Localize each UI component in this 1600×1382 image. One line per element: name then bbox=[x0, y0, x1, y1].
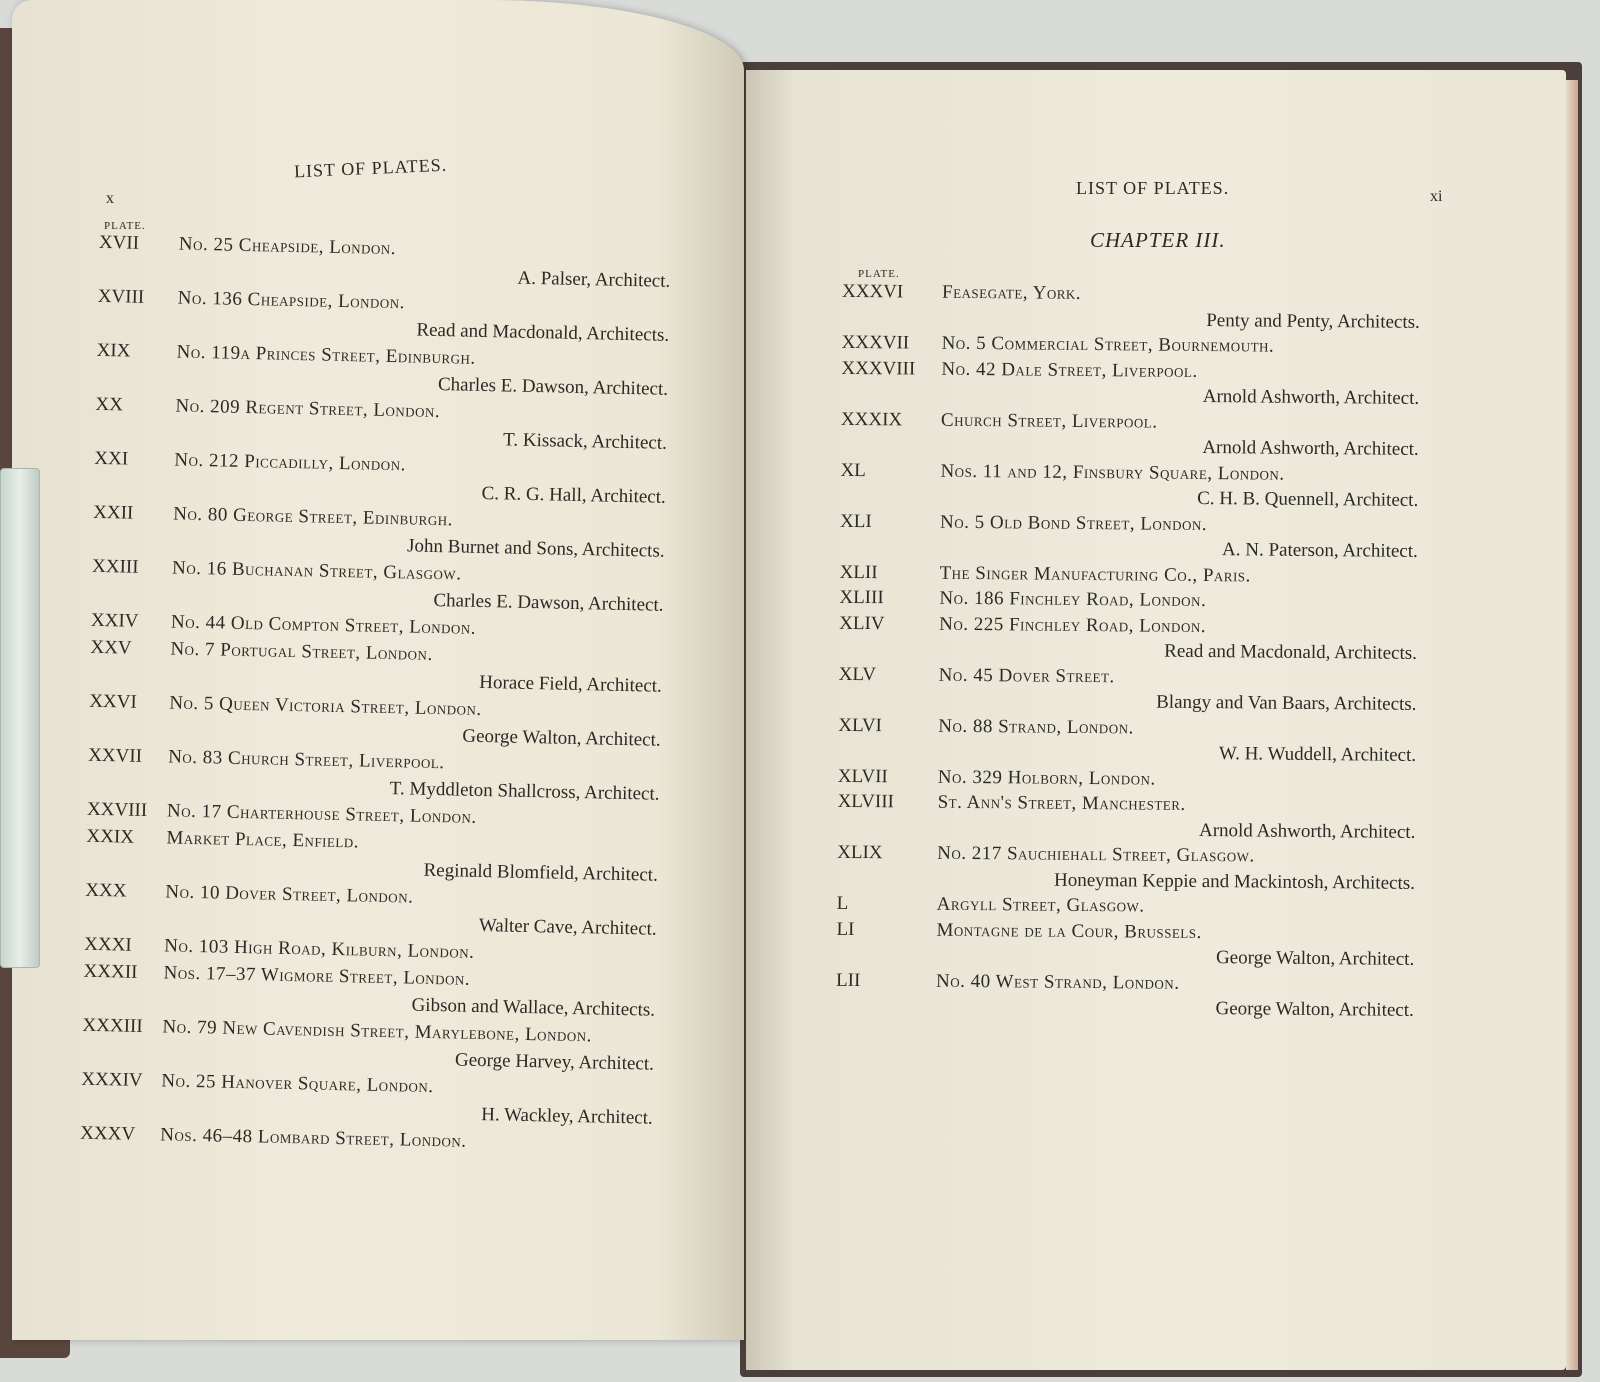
plate-title: No. 45 Dover Street. bbox=[938, 664, 1115, 687]
plate-title: No. 5 Old Bond Street, London. bbox=[939, 511, 1208, 535]
architect-credit: Penty and Penty, Architects. bbox=[1206, 309, 1420, 333]
architect-credit: Arnold Ashworth, Architect. bbox=[1202, 436, 1419, 460]
architect-credit: Charles E. Dawson, Architect. bbox=[433, 589, 664, 616]
plate-title: Feasegate, York. bbox=[941, 281, 1082, 304]
plate-number: XXXII bbox=[83, 960, 138, 983]
plate-title: No. 5 Commercial Street, Bournemouth. bbox=[941, 332, 1275, 357]
page-number: xi bbox=[1430, 188, 1443, 205]
plate-number: XXX bbox=[85, 879, 127, 902]
architect-credit: Reginald Blomfield, Architect. bbox=[423, 859, 659, 886]
right-page bbox=[746, 70, 1566, 1370]
plate-number: XLVII bbox=[837, 765, 888, 787]
plate-column-label: PLATE. bbox=[104, 220, 146, 232]
architect-credit: Gibson and Wallace, Architects. bbox=[411, 994, 656, 1021]
plate-title: No. 136 Cheapside, London. bbox=[177, 287, 406, 314]
plate-number: XXXVII bbox=[841, 331, 910, 354]
plate-title: No. 212 Piccadilly, London. bbox=[174, 449, 407, 476]
plate-number: XXIV bbox=[90, 609, 139, 632]
plate-title: Argyll Street, Glasgow. bbox=[936, 893, 1145, 917]
plate-number: L bbox=[836, 892, 849, 914]
plate-title: No. 42 Dale Street, Liverpool. bbox=[941, 358, 1198, 382]
left-page bbox=[12, 0, 744, 1340]
architect-credit: Arnold Ashworth, Architect. bbox=[1202, 385, 1420, 409]
glass-weight bbox=[0, 468, 40, 968]
plate-title: No. 10 Dover Street, London. bbox=[165, 881, 414, 908]
architect-credit: George Walton, Architect. bbox=[1215, 998, 1414, 1021]
architect-credit: Arnold Ashworth, Architect. bbox=[1198, 819, 1416, 843]
plate-title: Market Place, Enfield. bbox=[166, 827, 360, 853]
plate-number: XXV bbox=[90, 636, 132, 659]
running-head: LIST OF PLATES. bbox=[293, 154, 448, 182]
plate-number: XLVIII bbox=[837, 790, 895, 813]
running-head: LIST OF PLATES. bbox=[1076, 178, 1230, 198]
plate-number: XXII bbox=[93, 501, 134, 524]
plate-title: The Singer Manufacturing Co., Paris. bbox=[939, 562, 1251, 586]
plate-number: XLI bbox=[839, 510, 872, 532]
architect-credit: C. H. B. Quennell, Architect. bbox=[1197, 487, 1419, 511]
plate-title: No. 7 Portugal Street, London. bbox=[170, 638, 433, 665]
plate-title: No. 16 Buchanan Street, Glasgow. bbox=[171, 557, 462, 585]
page-edges bbox=[1566, 80, 1578, 1370]
plate-title: No. 40 West Strand, London. bbox=[935, 970, 1180, 994]
plate-title: No. 186 Finchley Road, London. bbox=[939, 587, 1207, 612]
architect-credit: T. Kissack, Architect. bbox=[502, 429, 668, 454]
plate-title: No. 25 Hanover Square, London. bbox=[161, 1070, 434, 1098]
plate-title: No. 103 High Road, Kilburn, London. bbox=[164, 935, 475, 963]
plate-title: No. 79 New Cavendish Street, Marylebone, London. bbox=[162, 1016, 593, 1047]
plate-title: Montagne de la Cour, Brussels. bbox=[936, 919, 1202, 943]
plate-number: XLIX bbox=[837, 841, 883, 864]
architect-credit: George Harvey, Architect. bbox=[454, 1049, 655, 1075]
plate-title: No. 209 Regent Street, London. bbox=[175, 395, 441, 423]
architect-credit: Charles E. Dawson, Architect. bbox=[437, 374, 669, 400]
architect-credit: Horace Field, Architect. bbox=[479, 671, 662, 697]
plate-number: LI bbox=[836, 918, 855, 940]
plate-number: XVIII bbox=[97, 285, 145, 308]
plate-title: No. 217 Sauchiehall Street, Glasgow. bbox=[937, 842, 1255, 867]
plate-title: No. 80 George Street, Edinburgh. bbox=[173, 503, 454, 531]
plate-title: Church Street, Liverpool. bbox=[940, 409, 1158, 433]
chapter-heading: CHAPTER III. bbox=[1090, 228, 1226, 252]
architect-credit: Read and Macdonald, Architects. bbox=[416, 319, 670, 346]
plate-number: XLIV bbox=[839, 612, 885, 634]
plate-number: XVII bbox=[98, 231, 140, 254]
plate-number: XXXIII bbox=[82, 1014, 143, 1037]
plate-number: XL bbox=[840, 459, 866, 481]
page-number: x bbox=[106, 190, 114, 207]
architect-credit: H. Wackley, Architect. bbox=[481, 1104, 653, 1129]
architect-credit: A. N. Paterson, Architect. bbox=[1221, 539, 1418, 562]
plate-number: XLII bbox=[839, 561, 878, 583]
architect-credit: Blangy and Van Baars, Architects. bbox=[1156, 691, 1417, 715]
plate-title: No. 88 Strand, London. bbox=[938, 715, 1134, 738]
architect-credit: John Burnet and Sons, Architects. bbox=[406, 535, 665, 562]
plate-number: XLIII bbox=[839, 586, 884, 609]
architect-credit: George Walton, Architect. bbox=[462, 725, 661, 751]
architect-credit: A. Palser, Architect. bbox=[517, 267, 671, 292]
plate-title: No. 44 Old Compton Street, London. bbox=[170, 611, 477, 639]
plate-number: XLVI bbox=[838, 714, 883, 736]
architect-credit: George Walton, Architect. bbox=[1215, 947, 1415, 970]
plate-number: XXXVI bbox=[841, 280, 904, 303]
architect-credit: T. Myddleton Shallcross, Architect. bbox=[389, 778, 660, 805]
plate-number: XXIX bbox=[86, 825, 135, 848]
plate-number: XXXIX bbox=[840, 408, 903, 430]
plate-title: No. 17 Charterhouse Street, London. bbox=[166, 800, 477, 828]
plate-number: XX bbox=[95, 393, 124, 416]
plate-title: No. 83 Church Street, Liverpool. bbox=[167, 746, 445, 774]
plate-number: XIX bbox=[96, 339, 131, 362]
plate-number: XXVII bbox=[87, 744, 143, 767]
plate-number: XXIII bbox=[91, 555, 139, 578]
plate-title: No. 119a Princes Street, Edinburgh. bbox=[176, 341, 476, 369]
plate-title: Nos. 46–48 Lombard Street, London. bbox=[160, 1124, 467, 1152]
plate-title: No. 225 Finchley Road, London. bbox=[939, 613, 1207, 637]
plate-number: XXVI bbox=[89, 690, 138, 713]
architect-credit: Read and Macdonald, Architects. bbox=[1164, 640, 1418, 664]
plate-number: XLV bbox=[838, 663, 877, 685]
architect-credit: Honeyman Keppie and Mackintosh, Architects. bbox=[1053, 869, 1416, 894]
plate-title: No. 25 Cheapside, London. bbox=[178, 233, 397, 260]
architect-credit: W. H. Wuddell, Architect. bbox=[1218, 743, 1417, 766]
plate-column-label: PLATE. bbox=[858, 268, 900, 280]
plate-number: XXXV bbox=[80, 1122, 136, 1145]
plate-title: St. Ann's Street, Manchester. bbox=[937, 791, 1186, 815]
plate-title: No. 5 Queen Victoria Street, London. bbox=[169, 692, 482, 720]
plate-number: XXVIII bbox=[86, 798, 148, 822]
plate-number: XXXI bbox=[84, 933, 132, 956]
plate-title: Nos. 11 and 12, Finsbury Square, London. bbox=[940, 460, 1285, 485]
plate-number: XXI bbox=[94, 447, 129, 470]
architect-credit: Walter Cave, Architect. bbox=[478, 914, 657, 940]
plate-number: XXXIV bbox=[81, 1068, 143, 1091]
plate-number: XXXVIII bbox=[841, 357, 916, 379]
architect-credit: C. R. G. Hall, Architect. bbox=[481, 482, 666, 508]
plate-title: Nos. 17–37 Wigmore Street, London. bbox=[163, 962, 471, 990]
plate-title: No. 329 Holborn, London. bbox=[937, 766, 1156, 790]
plate-number: LII bbox=[835, 969, 861, 991]
